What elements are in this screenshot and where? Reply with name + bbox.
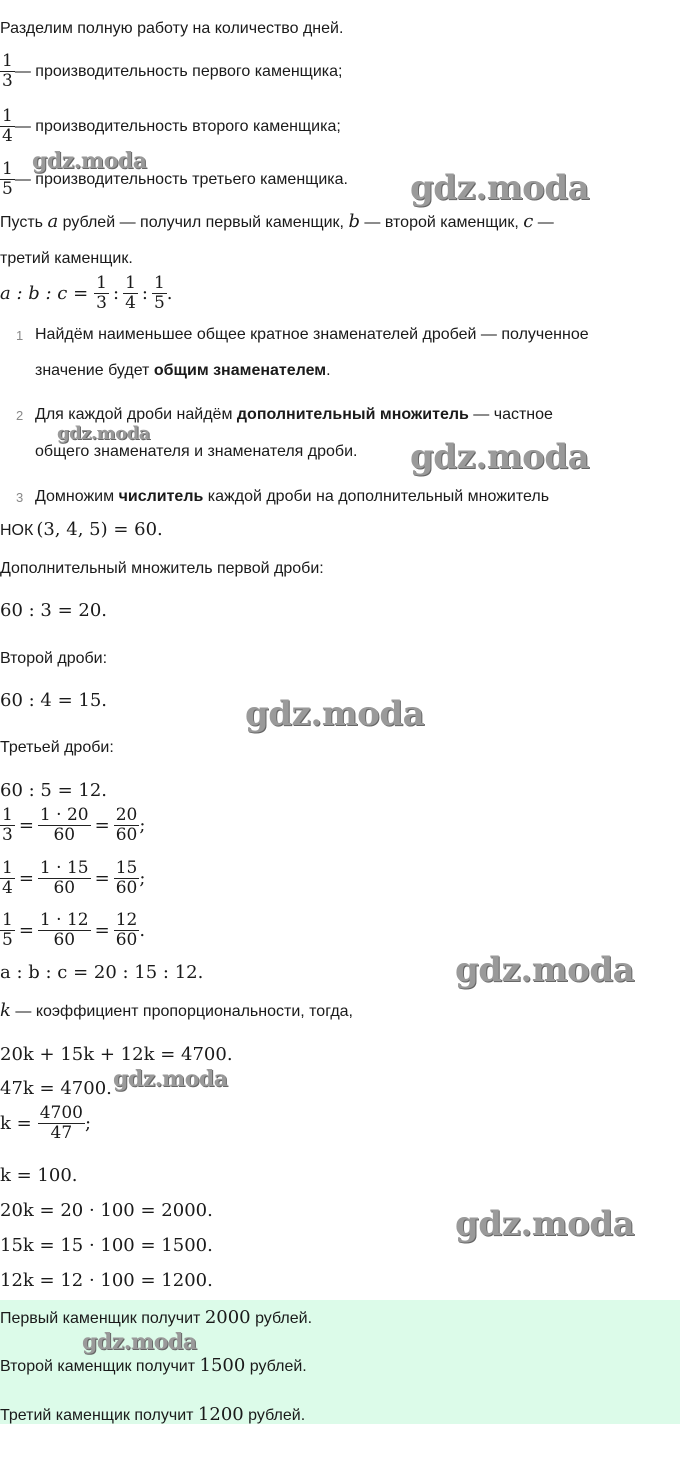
eq-7: 12k = 12 · 100 = 1200. [0,1270,213,1291]
fraction: $\frac{1}{3}$ [2,51,13,91]
ratio-result: a : b : c = 20 : 15 : 12. [0,962,204,983]
prod-text: — производительность первого каменщика; [14,62,343,80]
eq-4: k = 100. [0,1165,78,1186]
intro-text: Разделим полную работу на количество дней. [0,20,344,37]
eq-3: k = $\frac{4700}{47}$ ; [0,1103,92,1143]
mult-third-label: Третьей дроби: [0,739,114,756]
conv-line-1: $\frac{1}{3}$ = $\frac{1 \cdot 20}{60}$ = $\frac{20}{60}$ ; [2,805,146,845]
prod-line-1 [0,52,342,91]
watermark: gdz.moda [113,1066,228,1092]
ratio-line: a : b : c = $\frac{1}{3}$ : $\frac{1}{4}$ : $\frac{1}{5}$ . [0,273,173,313]
prod-text: — производительность третьего каменщика. [14,170,348,188]
mult-third: 60 : 5 = 12. [0,780,108,801]
eq-5: 20k = 20 · 100 = 2000. [0,1200,213,1221]
nok-line: НОК (3, 4, 5) = 60. [0,519,163,540]
mult-first: 60 : 3 = 20. [0,600,108,621]
eq-2: 47k = 4700. [0,1078,112,1099]
answer-3: Третий каменщик получит 1200 рублей. [0,1404,306,1425]
prod-line-2 [0,107,341,146]
let-line-2: третий каменщик. [0,250,133,267]
mult-second: 60 : 4 = 15. [0,690,108,711]
watermark: gdz.moda [245,694,425,734]
watermark: gdz.moda [410,168,590,208]
watermark: gdz.moda [32,148,147,174]
let-line: Пусть a рублей — получил первый каменщик, b — второй каменщик, c — [0,211,554,232]
watermark: gdz.moda [82,1329,197,1355]
fraction: $\frac{1}{4}$ [2,106,13,146]
mult-first-label: Дополнительный множитель первой дроби: [0,560,324,577]
watermark: gdz.moda [410,437,590,477]
eq-1: 20k + 15k + 12k = 4700. [0,1044,233,1065]
watermark: gdz.moda [57,423,150,444]
conv-line-3: $\frac{1}{5}$ = $\frac{1 \cdot 12}{60}$ = $\frac{12}{60}$ . [2,910,146,950]
eq-6: 15k = 15 · 100 = 1500. [0,1235,213,1256]
answer-1: Первый каменщик получит 2000 рублей. [0,1307,313,1328]
watermark: gdz.moda [455,1204,635,1244]
fraction: $\frac{1}{5}$ [2,159,13,199]
answer-2: Второй каменщик получит 1500 рублей. [0,1355,307,1376]
k-line: k — коэффициент пропорциональности, тогда, [0,1000,353,1021]
prod-text: — производительность второго каменщика; [14,117,341,135]
conv-line-2: $\frac{1}{4}$ = $\frac{1 \cdot 15}{60}$ = $\frac{15}{60}$ ; [2,858,146,898]
mult-second-label: Второй дроби: [0,650,108,667]
watermark: gdz.moda [455,950,635,990]
